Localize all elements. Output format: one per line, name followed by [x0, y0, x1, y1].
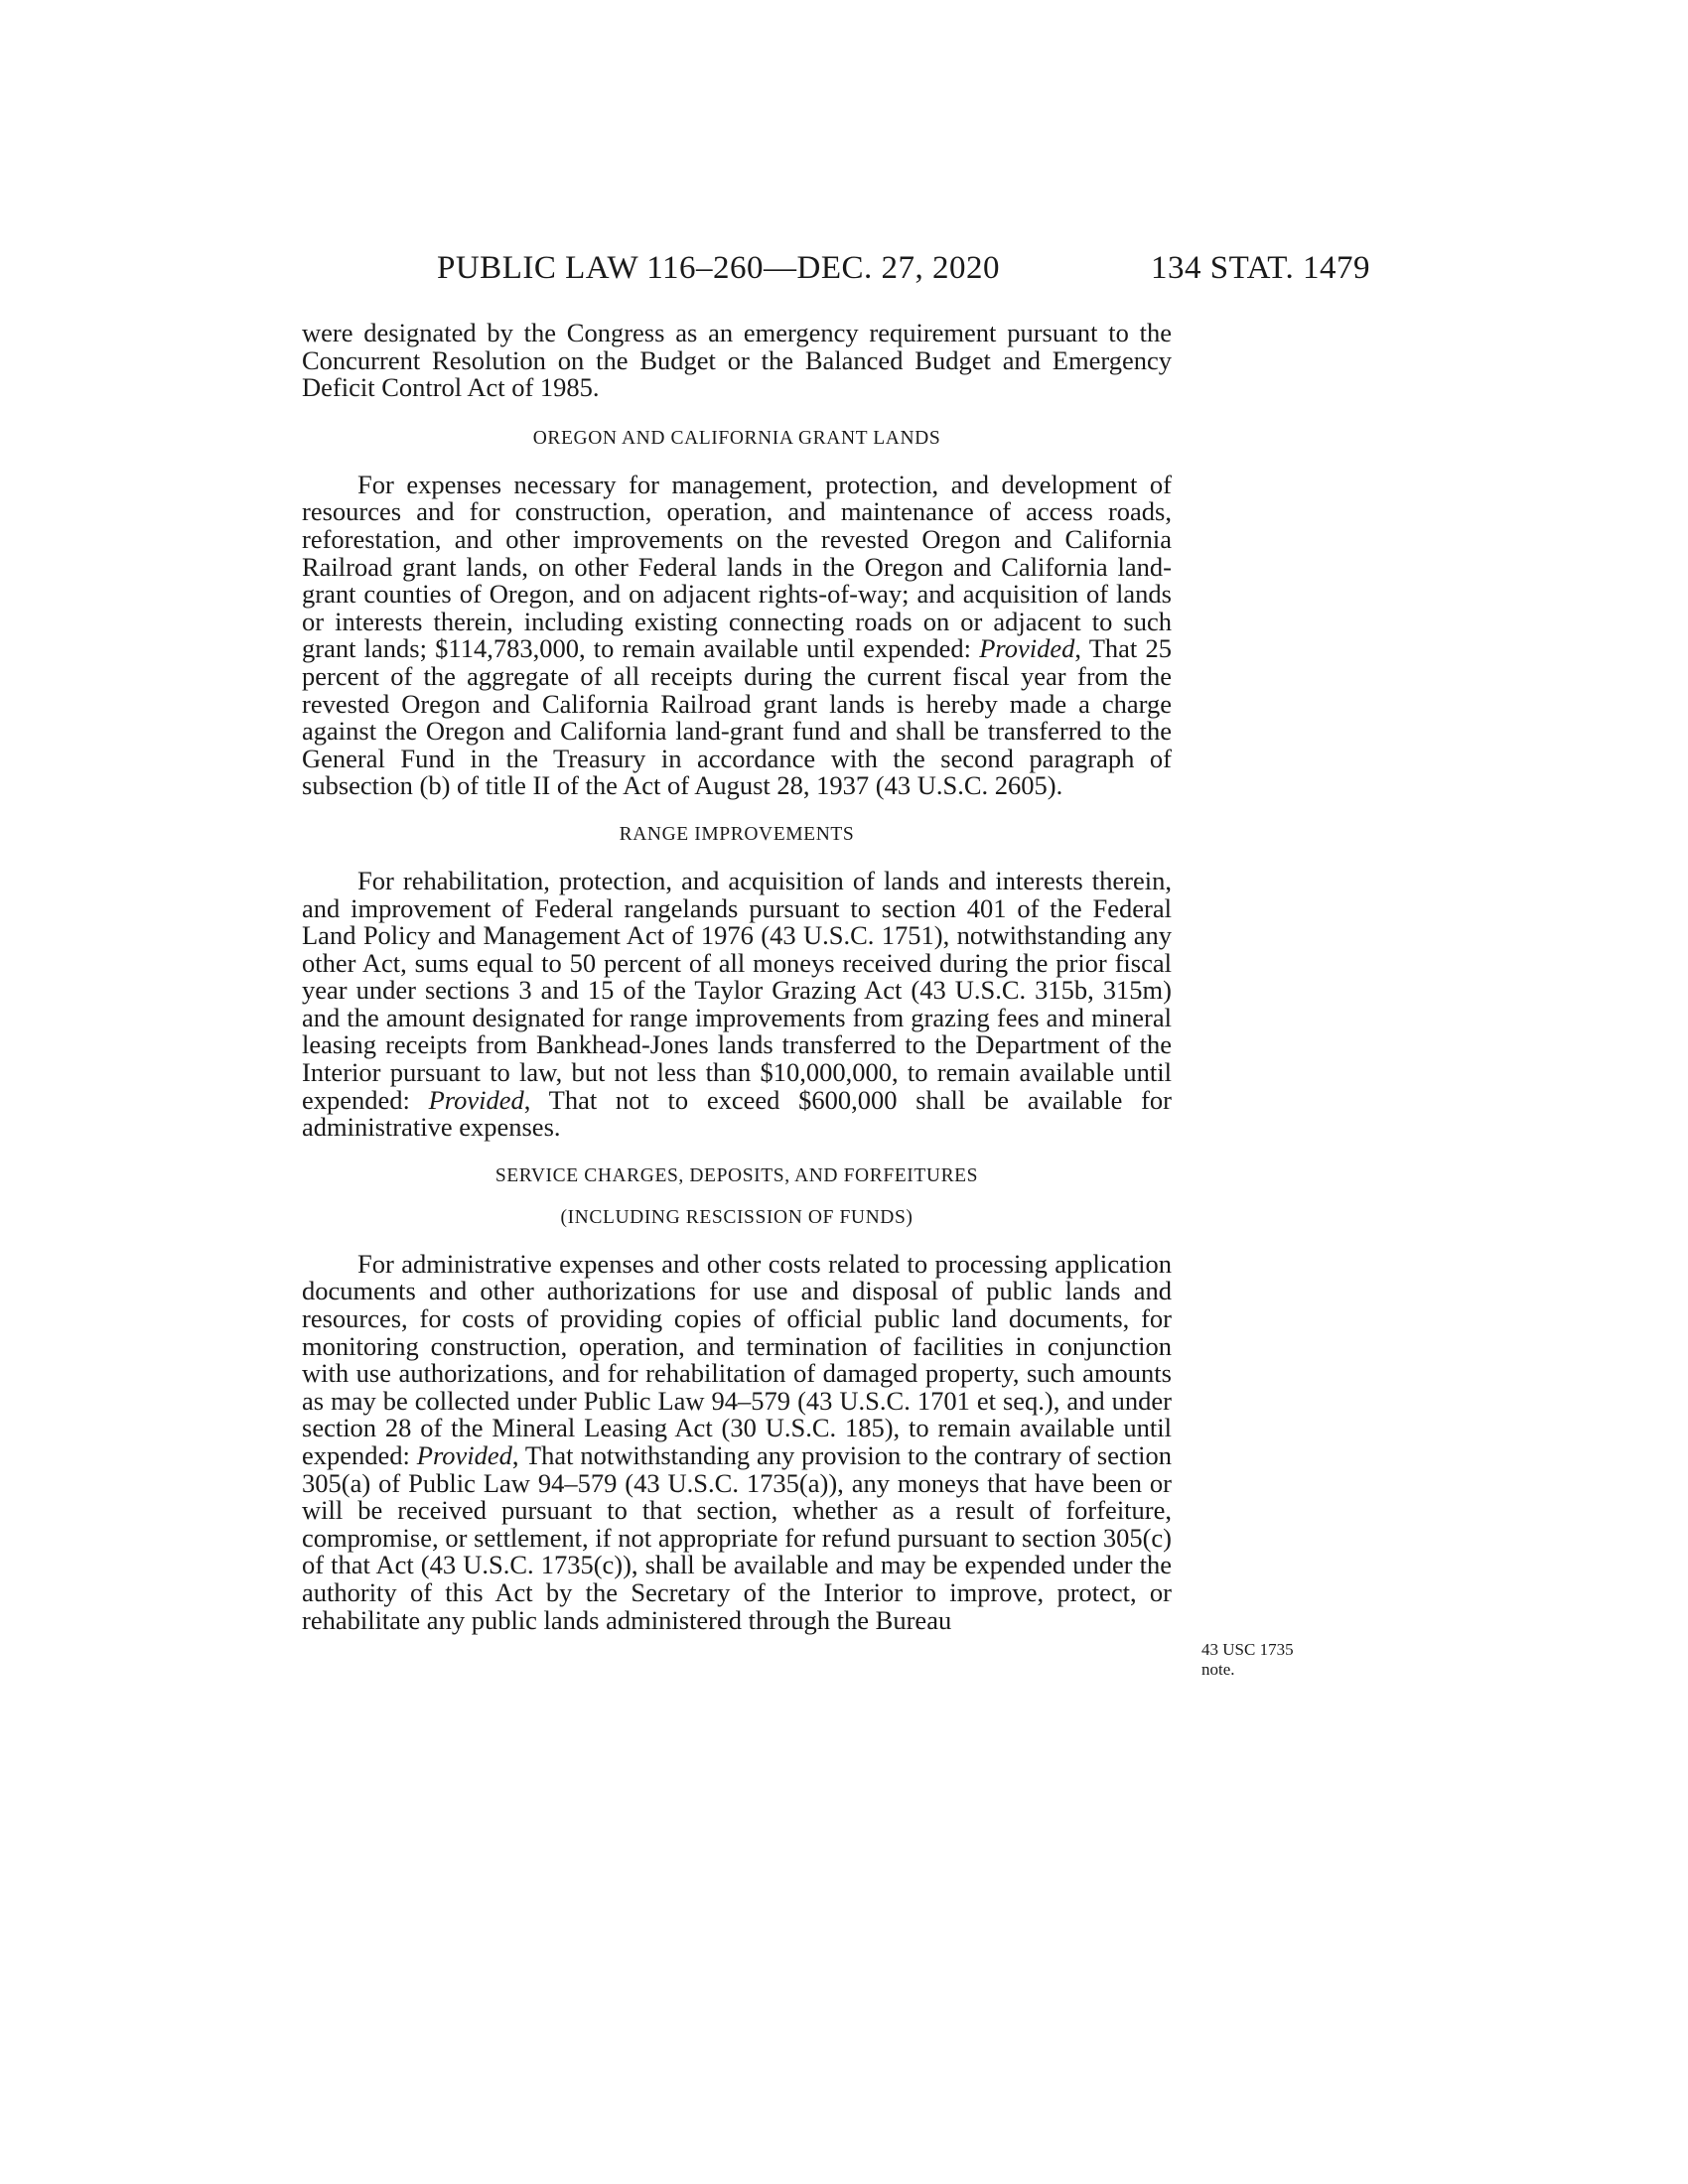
- margin-note-citation: 43 USC 1735: [1201, 1640, 1294, 1659]
- italic-term: Provided: [416, 1440, 512, 1470]
- section-subheading-rescission: (INCLUDING RESCISSION OF FUNDS): [560, 1206, 914, 1228]
- paragraph-text: , That 25 percent of the aggregate of all receipts during the current fiscal year from the revested Oregon and California Railroad grant lands is hereby made a charge against the Oregon and California land-grant fund and shall be transferred to the General Fund in the Treasury in accordance with the second paragraph of subsection (b) of title II of the Act of August 28, 1937 (43 U.S.C. 2605).: [302, 633, 1172, 801]
- margin-note: [1201, 1640, 1340, 1680]
- continuation-paragraph: were designated by the Congress as an emergency requirement pursuant to the Concurrent Resolution on the Budget or the Balanced Budget and Emergency Deficit Control Act of 1985.: [302, 318, 1172, 403]
- margin-note-label: note.: [1201, 1660, 1235, 1679]
- paragraph-service-charges: [302, 1248, 1172, 1635]
- paragraph-range-improvements: [302, 865, 1172, 1143]
- paragraph-text: For rehabilitation, protection, and acquisition of lands and interests therein, and improvement of Federal rangelands pursuant to section 401 of the Federal Land Policy and Management Act of 1976 (43 U.S.C. 1751), notwithstanding any other Act, sums equal to 50 percent of all moneys received during the prior fiscal year under sections 3 and 15 of the Taylor Grazing Act (43 U.S.C. 315b, 315m) and the amount designated for range improvements from grazing fees and mineral leasing receipts from Bankhead-Jones lands transferred to the Department of the Interior pursuant to law, but not less than $10,000,000, to remain available until expended:: [302, 865, 1172, 1115]
- italic-term: Provided: [979, 633, 1075, 664]
- italic-term: Provided: [428, 1084, 524, 1115]
- public-law-citation: PUBLIC LAW 116–260—DEC. 27, 2020: [437, 250, 1001, 286]
- paragraph-text: , That notwithstanding any provision to the contrary of section 305(a) of Public Law 94–579 (43 U.S.C. 1735(a)), any moneys that have been or will be received pursuant to that section, whether as a result of forfeiture, compromise, or settlement, if not appropriate for refund pursuant to section 305(c) of that Act (43 U.S.C. 1735(c)), shall be available and may be expended under the authority of this Act by the Secretary of the Interior to improve, protect, or rehabilitate any public lands administered through the Bureau: [302, 1440, 1172, 1635]
- section-heading-oregon-california: OREGON AND CALIFORNIA GRANT LANDS: [532, 427, 941, 449]
- paragraph-oregon-california: [302, 469, 1172, 801]
- section-heading-range-improvements: RANGE IMPROVEMENTS: [619, 823, 855, 845]
- paragraph-text: For administrative expenses and other costs related to processing application documents and other authorizations for use and disposal of public lands and resources, for costs of providing copies of official public land documents, for monitoring construction, operation, and termination of facilities in conjunction with use authorizations, and for rehabilitation of damaged property, such amounts as may be collected under Public Law 94–579 (43 U.S.C. 1701 et seq.), and under section 28 of the Mineral Leasing Act (30 U.S.C. 185), to remain available until expended:: [302, 1248, 1172, 1470]
- running-head: [437, 250, 1370, 294]
- statute-page-number: 134 STAT. 1479: [1150, 250, 1370, 286]
- paragraph-text: , That not to exceed $600,000 shall be available for administrative expenses.: [302, 1084, 1172, 1143]
- body-text: [302, 320, 1172, 1634]
- section-heading-service-charges: SERVICE CHARGES, DEPOSITS, AND FORFEITURES: [494, 1164, 979, 1186]
- paragraph-text: For expenses necessary for management, protection, and development of resources and for construction, operation, and maintenance of access roads, reforestation, and other improvements on the revested Oregon and California Railroad grant lands, on other Federal lands in the Oregon and California land-grant counties of Oregon, and on adjacent rights-of-way; and acquisition of lands or interests therein, including existing connecting roads on or adjacent to such grant lands; $114,783,000, to remain available until expended:: [302, 469, 1172, 664]
